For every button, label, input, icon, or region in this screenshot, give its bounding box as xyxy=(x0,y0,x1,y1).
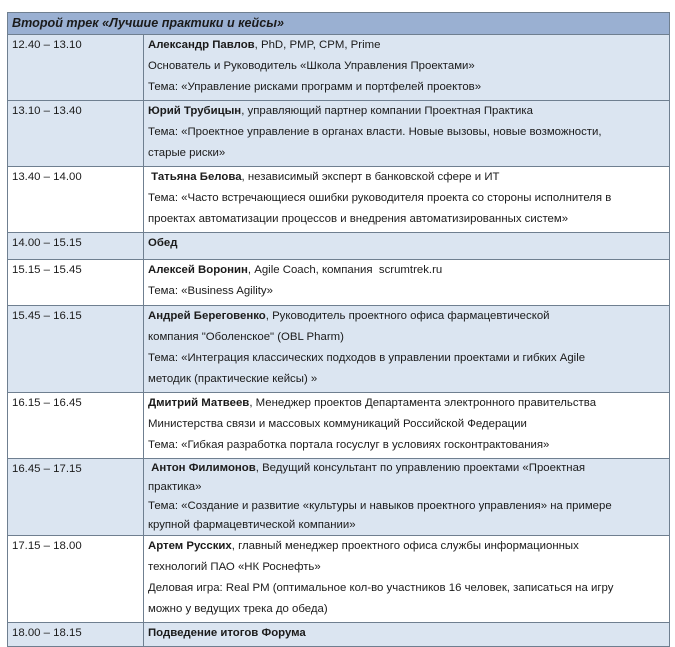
speaker-line xyxy=(148,306,665,327)
session-time: 12.40 – 13.10 xyxy=(8,35,144,101)
detail-line: проектах автоматизации процессов и внедрения автоматизированных систем» xyxy=(148,213,569,225)
session-time: 13.40 – 14.00 xyxy=(8,167,144,233)
schedule-row xyxy=(8,393,670,459)
speaker-name: Юрий Трубицын xyxy=(148,105,242,117)
detail-line: старые риски» xyxy=(148,147,226,159)
speaker-line xyxy=(148,35,665,56)
session-time: 18.00 – 18.15 xyxy=(8,623,144,647)
speaker-name: Артем Русских xyxy=(148,540,232,552)
track-title: Второй трек «Лучшие практики и кейсы» xyxy=(8,13,670,35)
detail-line: Тема: «Часто встречающиеся ошибки руководителя проекта со стороны исполнителя в xyxy=(148,192,612,204)
detail-line: Тема: «Business Agility» xyxy=(148,285,273,297)
schedule-table xyxy=(7,12,670,647)
detail-line: Тема: «Гибкая разработка портала госуслуг в условиях госконтрактования» xyxy=(148,439,550,451)
detail-line: Тема: «Управление рисками программ и портфелей проектов» xyxy=(148,81,482,93)
detail-line: крупной фармацевтической компании» xyxy=(148,519,356,531)
speaker-info: , независимый эксперт в банковской сфере и ИТ xyxy=(241,171,500,183)
detail-line: Министерства связи и массовых коммуникаций Российской Федерации xyxy=(148,418,527,430)
detail-line: Основатель и Руководитель «Школа Управления Проектами» xyxy=(148,60,475,72)
schedule-row xyxy=(8,233,670,260)
schedule-row xyxy=(8,459,670,536)
session-details xyxy=(144,393,670,459)
session-details xyxy=(144,101,670,167)
session-details xyxy=(144,623,670,647)
schedule-row xyxy=(8,623,670,647)
schedule-row xyxy=(8,536,670,623)
detail-line: Тема: «Создание и развитие «культуры и навыков проектного управления» на примере xyxy=(148,500,612,512)
detail-line: можно у ведущих трека до обеда) xyxy=(148,603,328,615)
speaker-line xyxy=(148,101,665,122)
schedule-row xyxy=(8,35,670,101)
speaker-info: , Менеджер проектов Департамента электронного правительства xyxy=(249,397,597,409)
speaker-line xyxy=(148,623,665,644)
session-time: 15.15 – 15.45 xyxy=(8,260,144,306)
detail-line: практика» xyxy=(148,481,202,493)
session-time: 14.00 – 15.15 xyxy=(8,233,144,260)
schedule-row xyxy=(8,167,670,233)
speaker-line xyxy=(148,393,665,414)
speaker-name: Татьяна Белова xyxy=(148,171,242,183)
session-details xyxy=(144,35,670,101)
speaker-name: Антон Филимонов xyxy=(148,462,256,474)
speaker-name: Александр Павлов xyxy=(148,39,255,51)
speaker-line xyxy=(148,167,665,188)
detail-line: методик (практические кейсы) » xyxy=(148,373,318,385)
session-time: 16.45 – 17.15 xyxy=(8,459,144,536)
session-time: 13.10 – 13.40 xyxy=(8,101,144,167)
session-details xyxy=(144,459,670,536)
speaker-info: , главный менеджер проектного офиса службы информационных xyxy=(231,540,579,552)
session-time: 15.45 – 16.15 xyxy=(8,306,144,393)
session-details xyxy=(144,306,670,393)
speaker-line xyxy=(148,260,665,281)
detail-line: компания "Оболенское" (OBL Pharm) xyxy=(148,331,344,343)
detail-line: Тема: «Проектное управление в органах власти. Новые вызовы, новые возможности, xyxy=(148,126,602,138)
speaker-name: Подведение итогов Форума xyxy=(148,627,306,639)
session-details xyxy=(144,260,670,306)
speaker-info: , Agile Coach, компания scrumtrek.ru xyxy=(247,264,443,276)
session-details xyxy=(144,167,670,233)
detail-line: Деловая игра: Real PM (оптимальное кол-во участников 16 человек, записаться на игру xyxy=(148,582,614,594)
session-time: 17.15 – 18.00 xyxy=(8,536,144,623)
speaker-name: Андрей Береговенко xyxy=(148,310,266,322)
detail-line: Тема: «Интеграция классических подходов в управлении проектами и гибких Agile xyxy=(148,352,586,364)
session-details xyxy=(144,536,670,623)
speaker-line xyxy=(148,233,665,254)
schedule-row xyxy=(8,260,670,306)
schedule-row xyxy=(8,306,670,393)
speaker-name: Дмитрий Матвеев xyxy=(148,397,250,409)
speaker-name: Алексей Воронин xyxy=(148,264,248,276)
speaker-line xyxy=(148,536,665,557)
session-time: 16.15 – 16.45 xyxy=(8,393,144,459)
speaker-line xyxy=(148,459,665,478)
session-details xyxy=(144,233,670,260)
speaker-info: , управляющий партнер компании Проектная Практика xyxy=(241,105,533,117)
schedule-row xyxy=(8,101,670,167)
speaker-name: Обед xyxy=(148,237,178,249)
speaker-info: , Руководитель проектного офиса фармацевтической xyxy=(265,310,550,322)
detail-line: технологий ПАО «НК Роснефть» xyxy=(148,561,321,573)
speaker-info: , Ведущий консультант по управлению проектами «Проектная xyxy=(255,462,586,474)
speaker-info: , PhD, PMP, CPM, Prime xyxy=(254,39,381,51)
